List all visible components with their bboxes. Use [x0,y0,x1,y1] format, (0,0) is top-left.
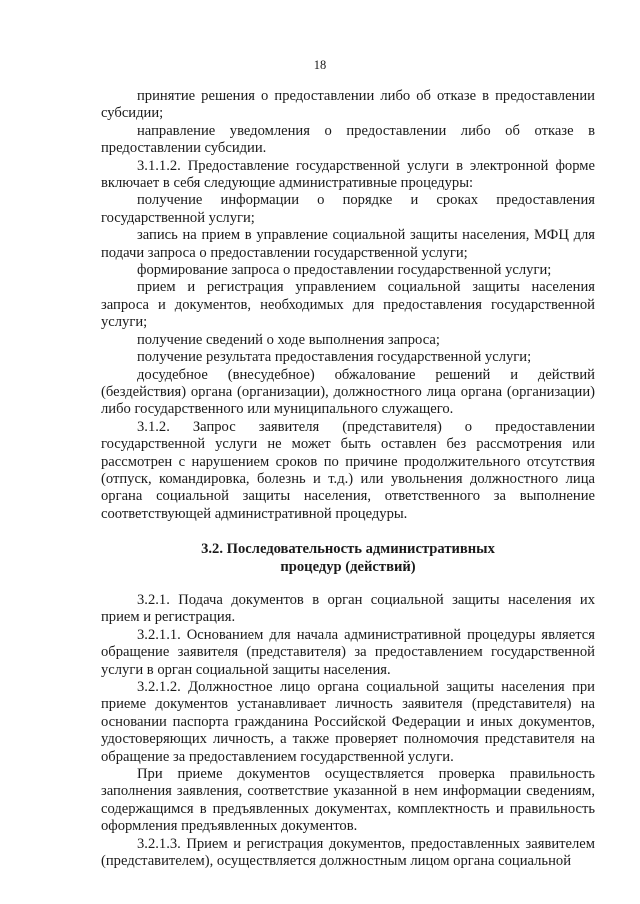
paragraph: 3.2.1.3. Прием и регистрация документов, предоставленных заявителем (представителем), осуществляется должностным лицом органа социальной [101,835,595,870]
document-body [101,88,595,870]
paragraph: получение результата предоставления государственной услуги; [137,349,532,366]
paragraph: формирование запроса о предоставлении государственной услуги; [137,262,552,279]
paragraph: направление уведомления о предоставлении либо об отказе в предоставлении субсидии. [101,122,595,157]
paragraph: При приеме документов осуществляется проверка правильность заполнения заявления, соответствие указанной в нем информации сведениям, содержащимся в предъявленных документах, комплектность и правильность оформления предъявленных документов. [101,766,595,835]
paragraph: прием и регистрация управлением социальной защиты населения запроса и документов, необходимых для предоставления государственной услуги; [101,279,595,331]
section-heading-line: 3.2. Последовательность административных [201,541,495,558]
paragraph: 3.1.2. Запрос заявителя (представителя) о предоставлении государственной услуги не может быть оставлен без рассмотрения или рассмотрен с нарушением сроков по причине продолжительного отсутствия (отпуск, командировка, болезнь и т.д.) или увольнения должностного лица органа социальной защиты населения, ответственного за выполнение соответствующей административной процедуры. [101,418,595,522]
paragraph: получение сведений о ходе выполнения запроса; [137,331,440,348]
paragraph: досудебное (внесудебное) обжалование решений и действий (бездействия) органа (организации), должностного лица органа (организации) либо государственного или муниципального служащего. [101,366,595,418]
paragraph: 3.1.1.2. Предоставление государственной услуги в электронной форме включает в себя следующие административные процедуры: [101,157,595,192]
paragraph: получение информации о порядке и сроках предоставления государственной услуги; [101,192,595,226]
paragraph: принятие решения о предоставлении либо об отказе в предоставлении субсидии; [101,88,595,122]
paragraph: 3.2.1.2. Должностное лицо органа социальной защиты населения при приеме документов устанавливает личность заявителя (представителя) на основании паспорта гражданина Российской Федерации и иных документов, удостоверяющих личность, а также проверяет полномочия представителя на обращение за предоставлением государственной услуги. [101,679,595,765]
section-heading-line: процедур (действий) [280,558,416,575]
page-number: 18 [313,58,327,72]
paragraph: запись на прием в управление социальной защиты населения, МФЦ для подачи запроса о предоставлении государственной услуги; [101,227,595,261]
paragraph: 3.2.1. Подача документов в орган социальной защиты населения их прием и регистрация. [101,591,595,626]
paragraph: 3.2.1.1. Основанием для начала административной процедуры является обращение заявителя (представителя) за предоставлением государственной услуги в орган социальной защиты населения. [101,626,595,678]
section-heading [101,541,595,576]
